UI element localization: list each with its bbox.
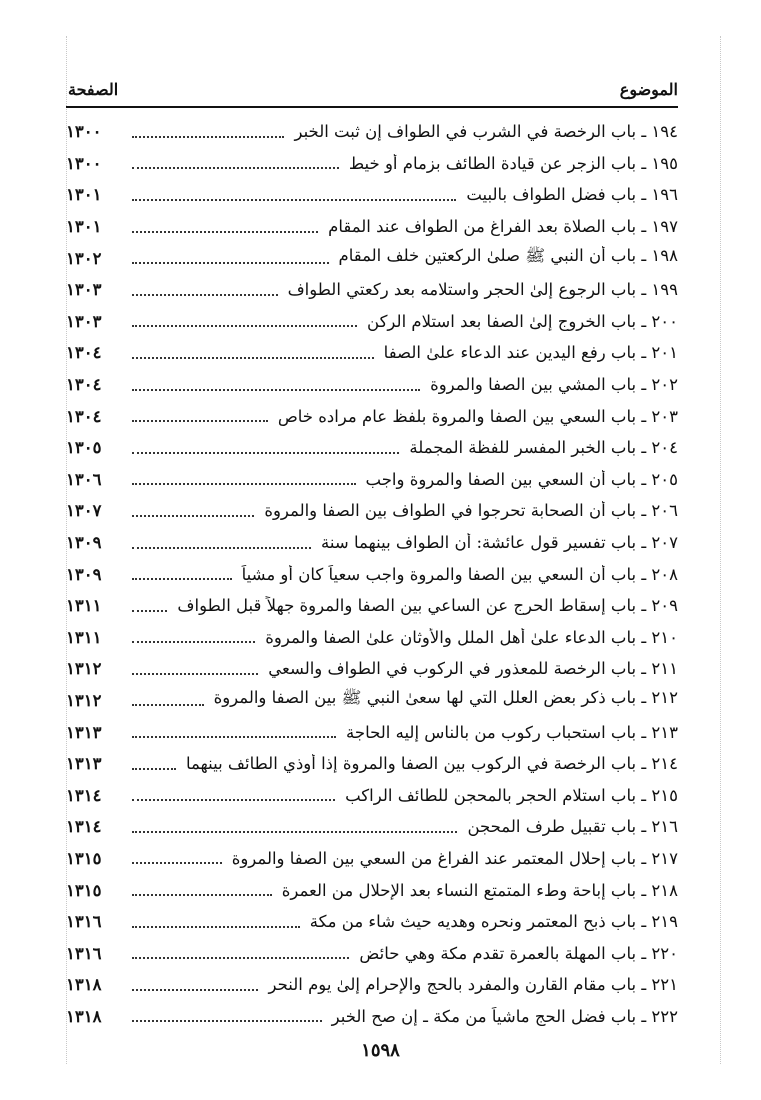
toc-entry-title: ٢١٥ ـ باب استلام الحجر بالمحجن للطائف الراكب [345, 785, 678, 805]
toc-entry-page: ١٣١١ [66, 627, 102, 647]
toc-row [66, 179, 678, 211]
dot-leader [132, 294, 278, 296]
dot-leader [132, 704, 204, 706]
toc-list [66, 116, 678, 1032]
toc-entry-page: ١٣١٣ [66, 754, 102, 774]
toc-entry-page: ١٣٠٩ [66, 533, 102, 553]
toc-entry-title: ٢٢٢ ـ باب فضل الحج ماشياً من مكة ـ إن صح الخبر [331, 1006, 678, 1026]
toc-row [66, 242, 678, 274]
dot-leader [132, 167, 339, 169]
toc-row [66, 558, 678, 590]
toc-row [66, 653, 678, 685]
toc-entry-page: ١٣١١ [66, 596, 102, 616]
toc-entry-page: ١٣٠٤ [66, 375, 102, 395]
toc-row [66, 969, 678, 1001]
toc-row [66, 811, 678, 843]
toc-entry-page: ١٣١٦ [66, 943, 102, 963]
toc-entry-page: ١٣١٢ [66, 659, 102, 679]
toc-row [66, 148, 678, 180]
dot-leader [132, 483, 356, 485]
toc-entry-title: ٢١٦ ـ باب تقبيل طرف المحجن [467, 817, 678, 837]
toc-entry-page: ١٣٠٥ [66, 438, 102, 458]
header-divider [66, 106, 678, 108]
toc-entry-page: ١٣١٤ [66, 785, 102, 805]
toc-row [66, 464, 678, 496]
toc-entry-title: ٢٠٧ ـ باب تفسير قول عائشة: أن الطواف بينهما سنة [321, 533, 678, 553]
toc-entry-page: ١٣٠٩ [66, 564, 102, 584]
dot-leader [132, 578, 232, 580]
toc-row [66, 337, 678, 369]
toc-entry-title: ٢١٠ ـ باب الدعاء علىٰ أهل الملل والأوثان علىٰ الصفا والمروة [265, 627, 678, 647]
toc-entry-title: ٢٢١ ـ باب مقام القارن والمفرد بالحج والإحرام إلىٰ يوم النحر [268, 975, 678, 995]
toc-row [66, 527, 678, 559]
toc-row [66, 590, 678, 622]
dot-leader [132, 199, 456, 201]
dot-leader [132, 515, 254, 517]
toc-entry-title: ٢٠٢ ـ باب المشي بين الصفا والمروة [430, 375, 678, 395]
toc-entry-title: ١٩٥ ـ باب الزجر عن قيادة الطائف بزمام أو خيط [348, 153, 678, 173]
toc-entry-title: ٢١٧ ـ باب إحلال المعتمر عند الفراغ من السعي بين الصفا والمروة [231, 848, 678, 868]
toc-entry-title: ٢١١ ـ باب الرخصة للمعذور في الركوب في الطواف والسعي [268, 659, 678, 679]
dot-leader [132, 389, 420, 391]
toc-row [66, 874, 678, 906]
dot-leader [132, 547, 311, 549]
toc-entry-title: ١٩٨ ـ باب أن النبي ﷺ صلىٰ الركعتين خلف المقام [338, 246, 678, 266]
toc-row [66, 779, 678, 811]
toc-row [66, 843, 678, 875]
toc-entry-page: ١٣٠١ [66, 185, 102, 205]
toc-entry-title: ١٩٦ ـ باب فضل الطواف بالبيت [466, 185, 678, 205]
toc-entry-title: ٢٠٦ ـ باب أن الصحابة تحرجوا في الطواف بين الصفا والمروة [264, 501, 678, 521]
toc-entry-page: ١٣١٢ [66, 690, 102, 710]
dot-leader [132, 262, 329, 264]
toc-entry-page: ١٣٠٤ [66, 343, 102, 363]
toc-entry-title: ٢٢٠ ـ باب المهلة بالعمرة تقدم مكة وهي حائض [359, 943, 678, 963]
toc-entry-page: ١٣١٥ [66, 848, 102, 868]
toc-entry-title: ٢٠١ ـ باب رفع اليدين عند الدعاء علىٰ الصفا [383, 343, 678, 363]
dot-leader [132, 894, 272, 896]
dot-leader [132, 736, 336, 738]
topic-column-label: الموضوع [619, 80, 678, 99]
toc-entry-title: ١٩٩ ـ باب الرجوع إلىٰ الحجر واستلامه بعد ركعتي الطواف [287, 280, 678, 300]
dot-leader [132, 136, 284, 138]
dot-leader [132, 926, 300, 928]
toc-row [66, 274, 678, 306]
toc-entry-page: ١٣٠٢ [66, 248, 102, 268]
toc-entry-title: ٢١٤ ـ باب الرخصة في الركوب بين الصفا والمروة إذا أوذي الطائف بينهما [185, 754, 678, 774]
toc-entry-page: ١٣٠٠ [66, 122, 102, 142]
toc-row [66, 306, 678, 338]
toc-entry-page: ١٣٠٣ [66, 311, 102, 331]
toc-entry-title: ٢٠٣ ـ باب السعي بين الصفا والمروة بلفظ عام مراده خاص [277, 406, 678, 426]
toc-entry-page: ١٣١٣ [66, 722, 102, 742]
toc-entry-title: ٢٠٥ ـ باب أن السعي بين الصفا والمروة واجب [365, 469, 678, 489]
toc-entry-page: ١٣١٨ [66, 975, 102, 995]
toc-row [66, 685, 678, 717]
toc-entry-title: ٢١٣ ـ باب استحباب ركوب من بالناس إليه الحاجة [346, 722, 678, 742]
dot-leader [132, 641, 255, 643]
dot-leader [132, 768, 176, 770]
toc-row [66, 748, 678, 780]
page-column-label: الصفحة [68, 80, 119, 99]
toc-row [66, 495, 678, 527]
dot-leader [132, 420, 268, 422]
toc-row [66, 906, 678, 938]
toc-entry-page: ١٣١٥ [66, 880, 102, 900]
toc-entry-title: ٢١٩ ـ باب ذبح المعتمر ونحره وهديه حيث شاء من مكة [309, 912, 678, 932]
toc-entry-page: ١٣٠٦ [66, 469, 102, 489]
toc-entry-title: ٢١٨ ـ باب إباحة وطء المتمتع النساء بعد الإحلال من العمرة [281, 880, 678, 900]
toc-entry-title: ٢٠٨ ـ باب أن السعي بين الصفا والمروة واجب سعياً كان أو مشياً [241, 564, 678, 584]
toc-row [66, 400, 678, 432]
toc-entry-title: ٢٠٩ ـ باب إسقاط الحرج عن الساعي بين الصفا والمروة جهلاً قبل الطواف [177, 596, 678, 616]
dot-leader [132, 1020, 322, 1022]
toc-entry-page: ١٣١٤ [66, 817, 102, 837]
dot-leader [132, 957, 349, 959]
dot-leader [132, 862, 222, 864]
dot-leader [132, 989, 258, 991]
toc-entry-page: ١٣٠٣ [66, 280, 102, 300]
dot-leader [132, 452, 399, 454]
toc-entry-page: ١٣٠٠ [66, 153, 102, 173]
dot-leader [132, 831, 457, 833]
toc-row [66, 622, 678, 654]
toc-row [66, 1001, 678, 1033]
dot-leader [132, 325, 357, 327]
toc-row [66, 211, 678, 243]
dot-leader [132, 610, 167, 612]
dot-leader [132, 799, 335, 801]
toc-row [66, 369, 678, 401]
toc-row [66, 116, 678, 148]
toc-entry-page: ١٣٠١ [66, 217, 102, 237]
toc-entry-title: ٢٠٠ ـ باب الخروج إلىٰ الصفا بعد استلام الركن [367, 311, 678, 331]
toc-header [66, 78, 678, 108]
toc-row [66, 937, 678, 969]
dot-leader [132, 357, 374, 359]
toc-entry-page: ١٣٠٤ [66, 406, 102, 426]
toc-entry-page: ١٣١٦ [66, 912, 102, 932]
toc-entry-title: ١٩٧ ـ باب الصلاة بعد الفراغ من الطواف عند المقام [328, 217, 678, 237]
toc-entry-title: ٢٠٤ ـ باب الخبر المفسر للفظة المجملة [409, 438, 678, 458]
dot-leader [132, 673, 258, 675]
toc-entry-title: ١٩٤ ـ باب الرخصة في الشرب في الطواف إن ثبت الخبر [294, 122, 678, 142]
toc-entry-page: ١٣١٨ [66, 1006, 102, 1026]
toc-entry-title: ٢١٢ ـ باب ذكر بعض العلل التي لها سعىٰ النبي ﷺ بين الصفا والمروة [213, 688, 678, 708]
page-number: ١٥٩٨ [361, 1040, 400, 1061]
dot-leader [132, 231, 318, 233]
toc-entry-page: ١٣٠٧ [66, 501, 102, 521]
toc-row [66, 716, 678, 748]
toc-row [66, 432, 678, 464]
